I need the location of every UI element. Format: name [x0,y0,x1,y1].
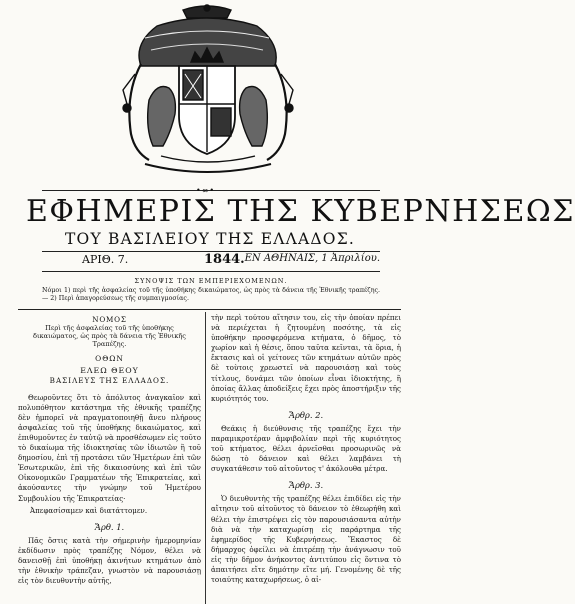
issue-bottom-rule [42,271,380,272]
law-title: Περὶ τῆς ἀσφαλείας τοῦ τῆς ὑποθήκης δικαιώματος, ὡς πρὸς τὰ δάνεια τῆς Ἐθνικῆς Τραπέζης. [33,324,186,349]
article-1-continuation: τὴν περὶ τούτου αἴτησιν του, εἰς τὴν ὁποίαν πρέπει νὰ περιέχεται ἡ ζητουμένη ποσότης, τὰ εἰς ὑποθήκην προσφερόμενα κτήματα, ὁ δῆμος, τὸ χωρίον καὶ ἡ θέσις, ὅπου ταῦτα κεῖνται, τὰ ὅρια, ἡ ἔκτασις καὶ οἱ γείτονες τῶν κτημάτων αὐτῶν πρὸς δὲ τοὺτοις χρεωστεῖ νὰ παρουσιάσῃ καὶ τοὺς τίτλους, δυνάμει τῶν ὁποίων εἶναι ἰδιοκτήτης, ἢ ὁποίας ἄλλας ἀποδείξεις ἔχει πρὸς ἀποστήριξιν τῆς κυριότητός του. [211,313,401,403]
issue-year: 1844. [204,252,245,267]
grace-line: ΕΛΕΩ ΘΕΟΥ [80,365,139,375]
article-3-text: Ὁ διευθυντὴς τῆς τραπέζης θέλει ἐπιδίδει εἰς τὴν αἴτησιν τοῦ αἰτοῦντος τὸ δάνειον τὸ ἐθεωρήθη καὶ θέλει τὴν ἐπιστρέψει εἰς τὸν παρουσιάσαντα αὐτὴν διὰ νὰ τὴν καταχωρίσῃ εἰς παράρτημα τῆς ἐφημερίδος τῆς Κυβερνήσεως. Ἕκαστος δὲ δήμαρχος ὀφείλει νὰ ἐπιτρέπῃ τὴν ἀνάγνωσιν τοῦ εἰς τὴν δῆμον ἀνήκοντος ἀντιτύπου εἰς ὅντινα τὸ ἀπαιτήσει εἴτε δημότην εἴτε μή. Γενομένης δὲ τῆς τοιαύτης καταχωρήσεως, ὁ αἰ- [211,494,401,585]
law-heading: ΝΟΜΟΣ [92,315,127,324]
royal-coat-of-arms [105,4,310,182]
right-column [211,313,401,585]
issue-place-date: ΕΝ ΑΘΗΝΑΙΣ, 1 Ἀπριλίου. [244,253,380,264]
article-3-heading: Ἄρθρ. 3. [288,480,324,491]
gazette-title: ΕΦΗΜΕΡΙΣ ΤΗΣ ΚΥΒΕΡΝΗΣΕΩΣ [26,194,575,229]
article-1-text: Πᾶς ὅστις κατὰ τὴν σήμερινὴν ἡμερομηνίαν ἐκδίδωσιν πρὸς τραπέζης Νόμον, θέλει νὰ δανεισθῇ ἐπὶ ὑποθήκῃ ἀκινήτων κτημάτων ἀπὸ τὴν ἐθνικὴν τράπεζαν, γνωστὸν νὰ παρουσιάσῃ εἰς τὸν διευθυντὴν αὐτῆς, [18,535,201,586]
king-title: ΒΑΣΙΛΕΥΣ ΤΗΣ ΕΛΛΑΔΟΣ. [49,375,170,385]
issue-info-row [42,253,380,269]
left-column [18,313,201,586]
decree-line: Ἀπεφασίσαμεν καὶ διατάττομεν. [30,505,148,515]
header-ornament: •∞• [196,186,216,195]
column-divider [205,312,206,604]
gazette-subtitle: ΤΟΥ ΒΑΣΙΛΕΙΟΥ ΤΗΣ ΕΛΛΑΔΟΣ. [65,230,355,248]
issue-number: ΑΡΙΘ. 7. [82,253,129,266]
article-2-text: Θεάκις ἡ διεύθυνσις τῆς τραπέζης ἔχει τὴν παραμικροτέραν ἀμφιβολίαν περὶ τῆς κυριότητος τοῦ κτήματος, θέλει ἀρνεῖσθαι προσωρινῶς νὰ δώσῃ τὸ δάνειον καὶ θέλει λαμβάνει τὴ συγκατάθεσιν τοῦ αἰτοῦντος τ' ἀκόλουθα μέτρα. [211,423,401,474]
summary-bottom-rule [18,309,401,310]
article-2-heading: Ἄρθρ. 2. [288,409,324,420]
king-name: ΟΘΩΝ [95,353,124,363]
summary-text: Νόμοι 1) περὶ τῆς ἀσφαλείας τοῦ τῆς ὑποθήκης δικαιώματος, ὡς πρὸς τὰ δάνεια τῆς Ἐθνικῆς τραπέζης. — 2) Περὶ ἀπαγορεύσεως τῆς συμπαιγμοσίας. [42,287,380,302]
summary-heading: ΣΥΝΟΨΙΣ ΤΩΝ ΕΜΠΕΡΙΕΧΟΜΕΝΩΝ. [134,277,288,285]
article-1-heading: Ἄρθ. 1. [94,521,125,532]
preamble-paragraph: Θεωροῦντες ὅτι τὸ ἀπόλυτος ἀναγκαῖον καὶ πολυπόθητον κατάστημα τῆς ἐθνικῆς τραπέζης δὲν ἠμπορεῖ νὰ πραγματοποιηθῇ ἄνευ πλήρους ἀσφαλείας τοῦ τῆς ὑποθήκης δικαιώματος, καὶ ἐπιθυμοῦντες ἐν ταὐτῷ νὰ προσθέσωμεν εἰς τοῦτο τὸ δικαίωμα τῆς ἰδιοκτησίας τῶν ἰδιωτῶν ἢ τοῦ δημοσίου, ἐπὶ τῇ προτάσει τῶν Ἡμετέρων ἐπὶ τῶν Ἐσωτερικῶν, ἐπὶ τῆς δικαιοσύνης καὶ ἐπὶ τῶν Οἰκονομικῶν Γραμματέων τῆς Ἐπικρατείας, καὶ ἀκούσαντες τὴν γνώμην τοῦ Ἡμετέρου Συμβουλίου τῆς Ἐπικρατείας· [18,392,201,503]
